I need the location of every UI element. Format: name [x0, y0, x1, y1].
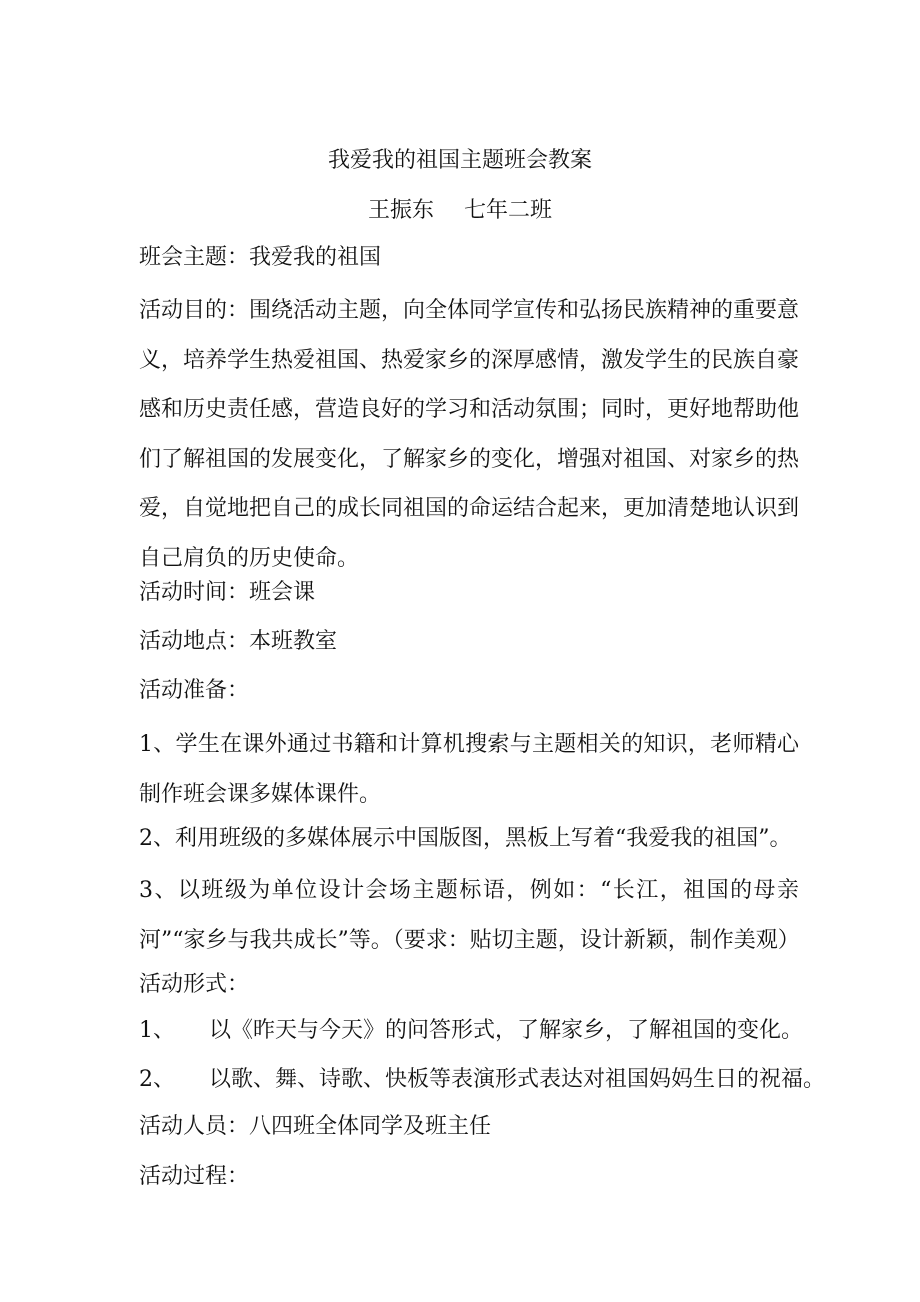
preparation-item-1: 1、学生在课外通过书籍和计算机搜索与主题相关的知识，老师精心制作班会课多媒体课件。: [139, 732, 799, 807]
form-item-number: 2、: [139, 1067, 175, 1092]
form-item-1: [139, 1016, 803, 1046]
form-item-text: 以《昨天与今天》的问答形式，了解家乡，了解祖国的变化。: [209, 1018, 804, 1043]
class-name: 七年二班: [464, 198, 553, 223]
preparation-item-3: 3、以班级为单位设计会场主题标语，例如：“长江，祖国的母亲河”“家乡与我共成长”等。（要求：贴切主题，设计新颖，制作美观）: [139, 878, 800, 953]
time-line: 活动时间：班会课: [139, 580, 316, 605]
theme-line: 班会主题：我爱我的祖国: [139, 245, 382, 270]
author-name: 王振东: [367, 198, 434, 223]
form-item-2: [139, 1065, 825, 1095]
document-title: 我爱我的祖国主题班会教案: [327, 148, 592, 173]
participants-line: 活动人员：八四班全体同学及班主任: [139, 1114, 492, 1139]
place-line: 活动地点：本班教室: [139, 629, 338, 654]
form-item-text: 以歌、舞、诗歌、快板等表演形式表达对祖国妈妈生日的祝福。: [209, 1067, 826, 1092]
form-heading: 活动形式：: [139, 972, 250, 997]
process-heading: 活动过程：: [139, 1164, 250, 1189]
preparation-heading: 活动准备：: [139, 678, 250, 703]
preparation-item-2: 2、利用班级的多媒体展示中国版图，黑板上写着“我爱我的祖国”。: [139, 826, 792, 851]
form-item-number: 1、: [139, 1018, 175, 1043]
author-line: [0, 196, 920, 226]
purpose-paragraph: 活动目的：围绕活动主题，向全体同学宣传和弘扬民族精神的重要意义，培养学生热爱祖国、热爱家乡的深厚感情，激发学生的民族自豪感和历史责任感，营造良好的学习和活动氛围；同时，更好地帮助他们了解祖国的发展变化，了解家乡的变化，增强对祖国、对家乡的热爱，自觉地把自己的成长同祖国的命运结合起来，更加清楚地认识到自己肩负的历史使命。: [139, 298, 800, 571]
